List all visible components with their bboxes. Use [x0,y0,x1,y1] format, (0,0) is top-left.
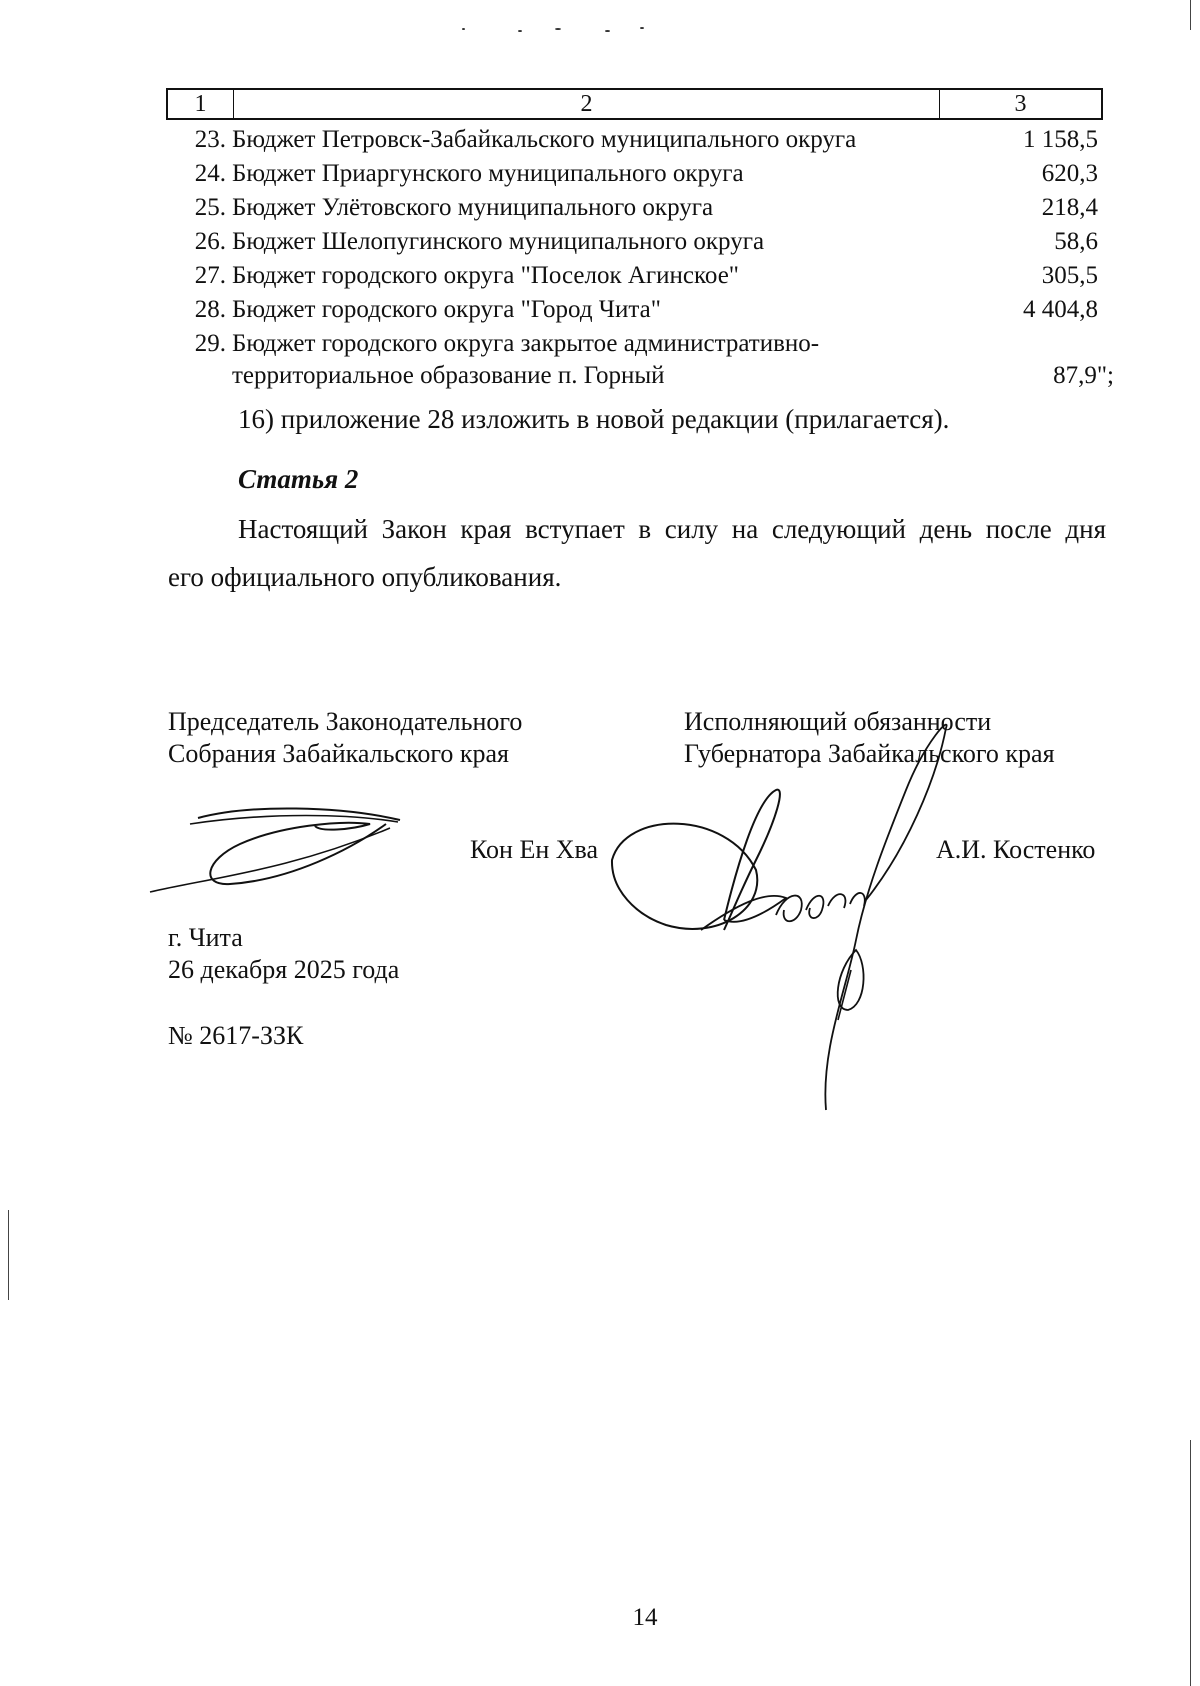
right-signature [606,720,1026,1120]
table-header-col-1: 1 [168,90,234,118]
row-name: Бюджет Шелопугинского муниципального округа [232,228,765,255]
scan-edge [8,1210,9,1300]
table-header-col-3: 3 [1014,91,1027,117]
row-number: 25. [194,194,226,221]
row-value: 87,9"; [1053,362,1114,389]
article-title: Статья 2 [238,464,359,494]
row-name: Бюджет городского округа "Город Чита" [232,296,661,323]
row-value: 58,6 [1054,228,1098,255]
scan-edge [1190,0,1191,30]
left-signatory-name: Кон Ен Хва [470,835,599,864]
row-value: 620,3 [1041,160,1098,187]
row-number: 28. [194,296,226,323]
table-row [166,294,1106,328]
table-row [166,192,1106,226]
table-row [166,124,1106,158]
table-row [166,158,1106,192]
right-signatory-title-line-2: Губернатора Забайкальского края [684,739,1055,768]
row-name: Бюджет Приаргунского муниципального округа [232,160,744,187]
table-row [166,260,1106,294]
row-number: 24. [194,160,226,187]
amendment-item-16: 16) приложение 28 изложить в новой редакции (прилагается). [238,404,950,434]
scan-speck [518,30,522,32]
row-value: 305,5 [1041,262,1098,289]
row-number: 26. [194,228,226,255]
row-name-line-2: территориальное образование п. Горный [232,362,665,389]
left-signatory-title-line-2: Собрания Забайкальского края [168,739,509,768]
page-number: 14 [632,1604,658,1631]
row-value: 218,4 [1041,194,1098,221]
row-number: 29. [194,330,226,357]
law-number: № 2617-ЗЗК [168,1021,304,1050]
scan-edge [1190,1440,1191,1686]
left-signature [150,800,410,900]
table-row [166,226,1106,260]
place: г. Чита [168,923,243,952]
right-signatory-title-line-1: Исполняющий обязанности [684,707,992,736]
row-value: 4 404,8 [1023,296,1098,323]
left-signatory-title-line-1: Председатель Законодательного [168,707,523,736]
scan-speck [640,27,644,29]
row-name: Бюджет городского округа "Поселок Агинское" [232,262,739,289]
row-name: Бюджет Улётовского муниципального округа [232,194,714,221]
row-name-line-1: Бюджет городского округа закрытое административно- [232,330,820,357]
scan-speck [555,28,561,30]
article-text-line-2: его официального опубликования. [168,562,562,592]
article-text-line-1: Настоящий Закон края вступает в силу на следующий день после дня [238,514,1106,544]
row-number: 23. [194,126,226,153]
row-name: Бюджет Петровск-Забайкальского муниципального округа [232,126,857,153]
row-number: 27. [194,262,226,289]
date: 26 декабря 2025 года [168,955,400,984]
table-header [166,88,1103,120]
row-value: 1 158,5 [1023,126,1098,153]
scan-speck [605,30,610,32]
right-signatory-name: А.И. Костенко [936,835,1096,864]
table-row [166,328,1114,394]
table-header-col-2: 2 [234,90,940,118]
scan-speck [462,28,465,30]
